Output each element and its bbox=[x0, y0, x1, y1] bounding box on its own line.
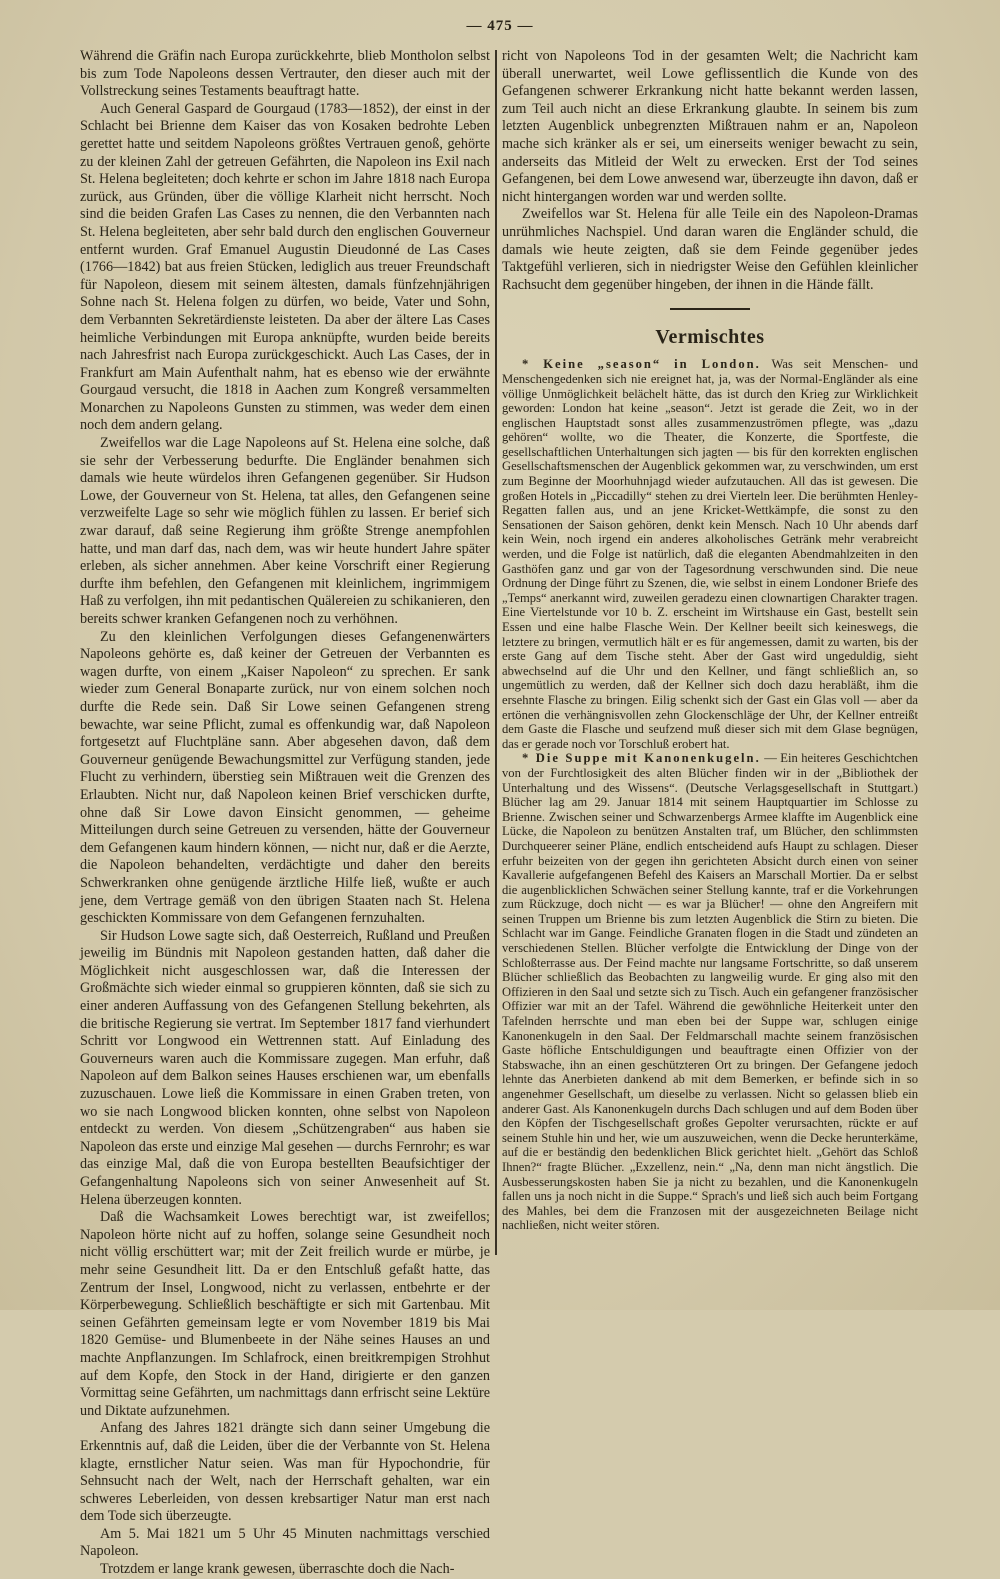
news-item bbox=[502, 751, 918, 1233]
news-item bbox=[502, 357, 918, 751]
paragraph: Daß die Wachsamkeit Lowes berechtigt war, ist zweifellos; Napoleon hörte nicht auf zu hoffen, solange seine Gesundheit noch nicht völlig erschüttert war; mit der Zeit freilich wurde er mürbe, je mehr seine Gesundheit litt. Da er den Entschluß gefaßt hatte, das Zentrum der Insel, Longwood, nicht zu verlassen, entbehrte er der Körperbewegung. Schließlich beschäftigte er sich mit Gartenbau. Mit seinen Gefährten gemeinsam legte er vom November 1819 bis Mai 1820 Gemüse- und Blumenbeete in der Nähe seines Hauses an und machte Anpflanzungen. Im Schlafrock, einen breitkrempigen Strohhut auf dem Kopfe, den Stock in der Hand, dirigierte er den ganzen Vormittag seine Gefährten, um nachmittags dann erfrischt seine Lektüre und Diktate aufzunehmen. bbox=[80, 1209, 490, 1419]
paragraph: Anfang des Jahres 1821 drängte sich dann seiner Umgebung die Erkenntnis auf, daß die Leiden, über die der Verbannte von St. Helena klagte, ernstlicher Natur seien. Was man für Hypochondrie, für Sehnsucht nach der Welt, nach der Herrschaft gehalten, war ein schweres Leberleiden, von dessen krebsartiger Natur man erst nach dem Tode sich überzeugte. bbox=[80, 1420, 490, 1525]
paragraph: Zu den kleinlichen Verfolgungen dieses Gefangenenwärters Napoleons gehörte es, daß keiner der Getreuen der Verbannten es wagen durfte, von einem „Kaiser Napoleon“ zu sprechen. Er sank wieder zum General Bonaparte zurück, nur von einem solchen noch durfte die Rede sein. Daß Sir Lowe seinen Gefangenen streng bewachte, war seine Pflicht, zumal es offenkundig war, daß Napoleon fortgesetzt auf Fluchtpläne sann. Aber abgesehen davon, daß dem Gouverneur genügende Bewachungsmittel zur Verfügung standen, jede Flucht zu verhindern, überstieg sein Mißtrauen weit die Grenzen des Erlaubten. Nicht nur, daß Napoleon keinen Brief verschicken durfte, ohne daß Sir Lowe davon Einsicht genommen, — geheime Mitteilungen durch seine Getreuen zu versenden, hätte der Gouverneur dem Gefangenen kaum hindern können, — nicht nur, daß er die Aerzte, die Napoleon behandelten, verdächtigte und daher den bereits Schwerkranken ohne genügende ärztliche Hilfe ließ, wußte er auch jene, dem Vertrage gemäß von den übrigen Staaten nach St. Helena geschickten Kommissare von dem Gefangenen fernzuhalten. bbox=[80, 628, 490, 927]
right-column bbox=[502, 48, 918, 1233]
left-column bbox=[80, 48, 490, 1579]
column-divider bbox=[495, 50, 497, 1255]
paragraph: Zweifellos war die Lage Napoleons auf St. Helena eine solche, daß sie sehr der Verbesserung bedurfte. Die Engländer benahmen sich damals wie heute würdelos ihren Gefangenen gegenüber. Sir Hudson Lowe, der Gouverneur von St. Helena, tat alles, den Gefangenen seine verzweifelte Lage so sehr wie möglich fühlen zu lassen. Er berief sich zwar darauf, daß seine Regierung ihm größte Strenge anempfohlen hatte, und man darf das, nach dem, was wir heute hundert Jahre später erleben, als sicher annehmen. Aber keine Vorschrift einer Regierung durfte ihm befehlen, den Gefangenen mit kleinlichem, ingrimmigem Haß zu verfolgen, ihn mit pedantischen Quälereien zu schikanieren, den bereits schwer kranken Gefangenen noch zu verhöhnen. bbox=[80, 435, 490, 627]
paragraph: Zweifellos war St. Helena für alle Teile ein des Napoleon-Dramas unrühmliches Nachspiel. Und daran waren die Engländer schuld, die damals wie heute zeigten, daß sie dem Feinde gegenüber jedes Taktgefühl verlieren, sich in niedrigster Weise den Gefühlen kleinlicher Rachsucht dem gegenüber hingeben, der ihnen in die Hände fällt. bbox=[502, 206, 918, 293]
page-number: — 475 — bbox=[466, 18, 534, 34]
article-continuation bbox=[502, 48, 918, 294]
paragraph: Sir Hudson Lowe sagte sich, daß Oesterreich, Rußland und Preußen jeweilig im Bündnis mit Napoleon gestanden hatten, daß daher die Möglichkeit nicht ausgeschlossen war, daß die Interessen der Großmächte sich wieder einmal so gruppieren könnten, daß sie sich zu einer anderen Auffassung von des Gefangenen Stellung bekehrten, als die britische Regierung sie vertrat. Im September 1817 fand vierhundert Schritt vor Longwood ein Wettrennen statt. Auf Einladung des Gouverneurs waren auch die Kommissare zugegen. Man erfuhr, daß Napoleon auf dem Balkon seines Hauses erschienen war, um ebenfalls zuzuschauen. Lowe ließ die Kommissare in einen Graben treten, von wo sie nach Longwood blicken konnten, ohne selbst von Napoleon entdeckt zu werden. Von diesem „Schützengraben“ aus haben sie Napoleon das erste und einzige Mal gesehen — durchs Fernrohr; es war das einzige Mal, daß die von Europa bestellten Beaufsichtiger der Gefangenhaltung Napoleons sich von seiner Anwesenheit auf St. Helena überzeugen konnten. bbox=[80, 927, 490, 1208]
section-heading: Vermischtes bbox=[655, 326, 765, 349]
paragraph: Auch General Gaspard de Gourgaud (1783—1852), der einst in der Schlacht bei Brienne dem Kaiser das von Kosaken bedrohte Leben gerettet hatte und seitdem Napoleons größtes Vertrauen genoß, gehörte zu der kleinen Zahl der getreuen Gefährten, die Napoleon ins Exil nach St. Helena begleiteten; doch kehrte er schon im Jahre 1818 nach Europa zurück, aus Gründen, über die völlige Klarheit nicht herrscht. Noch sind die beiden Grafen Las Cases zu nennen, die den Verbannten nach St. Helena begleiteten, aber sehr bald durch den englischen Gouverneur entfernt wurden. Graf Emanuel Augustin Dieudonné de Las Cases (1766—1842) bat aus freien Stücken, lediglich aus treuer Freundschaft für Napoleon, diesem mit seinem ältesten, damals fünfzehnjährigen Sohne nach St. Helena folgen zu dürfen, wo beide, Vater und Sohn, dem Verbannten Sekretärdienste leisteten. Da aber der ältere Las Cases heimliche Verbindungen mit Europa anknüpfte, wurden beide bereits nach Jahresfrist nach Europa zurückgeschickt. Auch Las Cases, der in Frankfurt am Main Aufenthalt nahm, hat es ebenso wie der erwähnte Gourgaud versucht, die 1818 in Aachen zum Kongreß versammelten Monarchen zu Napoleons Gunsten zu stimmen, was weder dem einen noch dem andern gelang. bbox=[80, 100, 490, 434]
paragraph: richt von Napoleons Tod in der gesamten Welt; die Nachricht kam überall unerwartet, weil Lowe geflissentlich die Kunde von des Gefangenen schwerer Erkrankung nicht hatte bekannt werden lassen, zum Teil auch nicht an diese Erkrankung glaubte. In seinem bis zum letzten Augenblick unbegrenzten Mißtrauen nahm er an, Napoleon mache sich kränker als er sei, um einerseits weniger bewacht zu sein, anderseits das Mitleid der Welt zu erwecken. Erst der Tod seines Gefangenen, bei dem Lowe anwesend war, überzeugte ihn davon, daß er nicht hintergangen worden war und werden sollte. bbox=[502, 48, 918, 205]
news-item-text: Was seit Menschen- und Menschengedenken sich nie ereignet hat, ja, was der Normal-Engländer als eine völlige Unmöglichkeit belächelt hätte, das ist durch den Krieg zur Wirklichkeit geworden: London hat keine „season“. Jetzt ist gerade die Zeit, wo in der englischen Hauptstadt sonst alles zusammenzuströmen pflegte, was „dazu gehören“ wollte, wo die Theater, die Konzerte, die Sportfeste, die gesellschaftlichen Unterhaltungen sich jagten — bis für den korrekten englischen Gesellschaftsmenschen der Augenblick gekommen war, zu verschwinden, um erst zum Beginne der Moorhuhnjagd wieder aufzutauchen. All das ist gewesen. Die großen Hotels in „Piccadilly“ stehen zu drei Vierteln leer. Die berühmten Henley-Regatten fallen aus, und an jene Kricket-Wettkämpfe, die sonst zu den Sensationen der Saison gehören, denkt kein Mensch. Nach 10 Uhr abends darf kein Wein, noch irgend ein anderes alkoholisches Getränk mehr verabreicht werden, und die Folge ist natürlich, daß die eleganten Abendmahlzeiten in den Gasthöfen ganz und gar von der Tagesordnung verschwunden sind. Die neue Ordnung der Dinge führt zu Szenen, die, wie selbst in einem Londoner Briefe des „Temps“ anerkannt wird, zuweilen geradezu einen clownartigen Charakter tragen. Eine Viertelstunde vor 10 b. Z. erscheint im Wirtshause ein Gast, bestellt sein Essen und eine halbe Flasche Wein. Der Kellner beeilt sich keineswegs, die letztere zu bringen, vermutlich hält er es für angemessen, damit zu warten, bis der erste Gang auf dem Tische steht. Aber der Gast wird ungeduldig, sieht abwechselnd auf die Uhr und den Kellner, und fängt schließlich an, so ungemütlich zu werden, daß der Kellner sich doch dazu herabläßt, ihm die ersehnte Flasche zu bringen. Eilig schenkt sich der Gast ein Glas voll — aber da ertönen die verhängnisvollen zehn Glockenschläge der Uhr, der Kellner entreißt dem Gaste die Flasche und seufzend muß dieser sich mit dem Glase begnügen, das er gerade noch vor Torschluß erobert hat. bbox=[502, 357, 918, 751]
news-item-title: * Keine „season“ in London. bbox=[522, 357, 761, 372]
section-rule bbox=[670, 308, 750, 310]
news-item-text: — Ein heiteres Geschichtchen von der Furchtlosigkeit des alten Blücher finden wir in der „Bibliothek der Unterhaltung und des Wissens“. (Deutsche Verlagsgesellschaft in Stuttgart.) Blücher lag am 29. Januar 1814 mit seinem Hauptquartier im Schlosse zu Brienne. Zwischen seiner und Schwarzenbergs Armee klaffte im Augenblick eine Lücke, die Napoleon zu benützen Anstalten traf, um Blücher, den schlimmsten Durchqueerer seiner Pläne, endlich entscheidend aufs Haupt zu schlagen. Dieser erfuhr beizeiten von der gegen ihn gerichteten Absicht durch einen von seiner Kavallerie aufgefangenen Befehl des Kaisers an Marschall Mortier. Da er selbst die augenblicklichen Schwächen seiner Stellung kannte, traf er die Vorkehrungen zum Rückzuge, doch nicht — es war ja Blücher! — ohne den Angreifern mit seinen Truppen um Brienne bis zum letzten Augenblick die Stirn zu bieten. Die Schlacht war im Gange. Feindliche Granaten flogen in die Stadt und zündeten an verschiedenen Stellen. Blücher verfolgte die Entwicklung der Dinge von der Schloßterrasse aus. Der Feind machte nur langsame Fortschritte, so daß unserem Blücher schließlich das Beobachten zu langweilig wurde. Er ging also mit den Offizieren in den Saal und setzte sich zu Tisch. Auch ein gefangener französischer Offizier war mit an der Tafel. Während die gewöhnliche Heiterkeit unter den Tafelnden herrschte und man eben bei der Suppe war, schlugen einige Kanonenkugeln in den Saal. Der Feldmarschall machte seinem französischen Gaste höfliche Entschuldigungen und beauftragte einen Offizier von der Stabswache, ihn an einen geschützteren Ort zu bringen. Der Gefangene jedoch lehnte das Anerbieten dankend ab mit dem Bemerken, er befinde sich in so angenehmer Gesellschaft, um dieselbe zu verlassen. Nicht so gelassen blieb ein anderer Gast. Als Kanonenkugeln durchs Dach schlugen und auf dem Boden über den Köpfen der Tischgesellschaft großes Gepolter verursachten, rückte er auf seinem Stuhle hin und her, wie um auszuweichen, wenn die Decke herunterkäme, auf die er beständig den bedenklichen Blick gerichtet hielt. „Gehört das Schloß Ihnen?“ fragte Blücher. „Exzellenz, nein.“ „Na, denn man nicht ängstlich. Die Ausbesserungskosten haben Sie ja nicht zu bezahlen, und die Kanonenkugeln fallen uns ja noch nicht in die Suppe.“ Sprach's und ließ sich auch beim Fortgang des Mahles, bei dem die Franzosen mit der ausgezeichneten Beilage nicht nachließen, nicht weiter stören. bbox=[502, 751, 918, 1233]
news-item-title: * Die Suppe mit Kanonenkugeln. bbox=[522, 751, 761, 766]
paragraph: Trotzdem er lange krank gewesen, überraschte doch die Nach- bbox=[100, 1561, 455, 1578]
paragraph: Während die Gräfin nach Europa zurückkehrte, blieb Montholon selbst bis zum Tode Napoleons dessen Vertrauter, den dieser auch mit der Vollstreckung seines Testaments beauftragt hatte. bbox=[80, 48, 490, 100]
miscellany-section bbox=[502, 357, 918, 1233]
paragraph: Am 5. Mai 1821 um 5 Uhr 45 Minuten nachmittags verschied Napoleon. bbox=[80, 1525, 490, 1560]
